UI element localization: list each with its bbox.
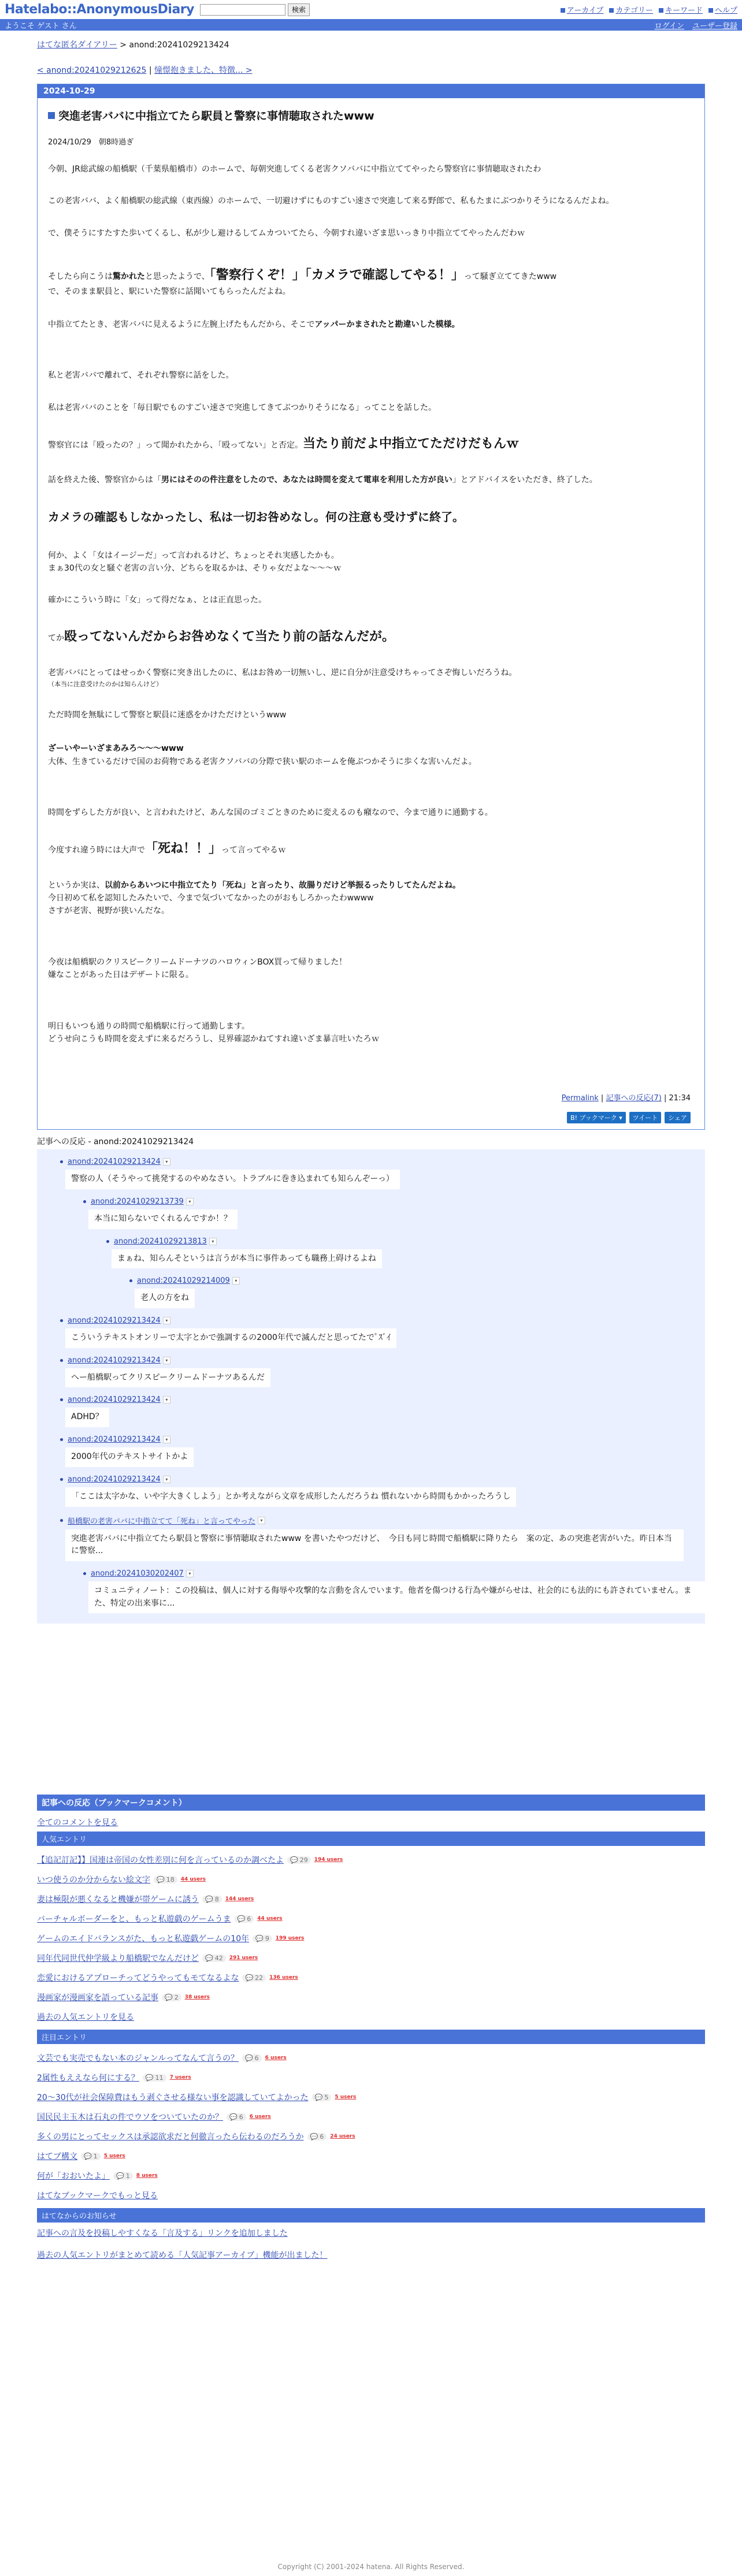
reaction-link[interactable]: anond:20241029213424: [68, 1475, 161, 1484]
paragraph: [48, 318, 691, 331]
news-link[interactable]: 記事への言及を投稿しやすくなる「言及する」リンクを追加しました: [37, 2229, 288, 2239]
reaction-text: へー船橋駅ってクリスピークリームドーナツあるんだ: [65, 1368, 270, 1388]
popular-more: [37, 2011, 705, 2023]
users-count[interactable]: 199 users: [275, 1935, 305, 1942]
comment-count-value: 1: [125, 2172, 130, 2180]
article-title: [48, 107, 691, 123]
paragraph: まぁ30代の女と騒ぐ老害の言い分、どちらを取るかは、そりゃ女だよな〜〜〜ｗ: [48, 563, 342, 573]
prev-entry-link[interactable]: < anond:20241029212625: [37, 66, 147, 75]
users-count[interactable]: 194 users: [314, 1857, 343, 1863]
entry-item: [37, 1952, 705, 1964]
users-count[interactable]: 136 users: [269, 1975, 298, 1981]
entry-item: [37, 1991, 705, 2003]
bullet-icon: [129, 1279, 132, 1282]
top-bar: [0, 0, 742, 19]
paragraph: この老害ババ、よく船橋駅の総武線（東西線）のホームで、一切避けずにものすごい速さで突進して来る野郎で、私もたまにぶつかりそうになるんだよね。: [48, 196, 614, 206]
breadcrumb-home[interactable]: はてな匿名ダイアリー: [37, 40, 117, 50]
nav-separator: |: [146, 66, 155, 75]
paragraph: [48, 474, 691, 486]
popular-more-link[interactable]: 過去の人気エントリを見る: [37, 2013, 134, 2023]
paragraph: [48, 839, 691, 859]
comment-icon: 💬: [116, 2172, 124, 2180]
entry-item: [37, 1972, 705, 1983]
reaction-text: こういうテキストオンリーで太字とかで強調するの2000年代で滅んだと思ってたでﾟｽﾞｲ: [65, 1328, 396, 1348]
reaction-text: 2000年代のテキストサイトかよ: [65, 1447, 194, 1467]
reaction-link[interactable]: anond:20241029213424: [68, 1316, 161, 1326]
entry-item: [37, 2052, 705, 2064]
comment-icon: 💬: [84, 2152, 92, 2160]
small-note: （本当に注意受けたのかは知らんけど）: [48, 680, 162, 688]
comment-count[interactable]: [242, 1974, 266, 1982]
paragraph: で、そのまま駅員と、駅にいた警察に話聞いてもらったんだよね。: [48, 287, 291, 297]
register-link[interactable]: ユーザー登録: [692, 21, 737, 31]
text-span: って騒ぎ立ててきたwww: [463, 272, 557, 282]
square-icon: [48, 112, 55, 119]
welcome-text: ようこそ ゲスト さん: [5, 21, 77, 31]
paragraph: [48, 879, 691, 892]
search-input[interactable]: [200, 4, 285, 16]
comment-icon: 💬: [290, 1856, 298, 1864]
bullet-icon: [60, 1478, 63, 1481]
text-span: 今度すれ違う時には大声で: [48, 846, 145, 855]
paragraph: 大体、生きているだけで国のお荷物である老害クソババの分際で狭い駅のホームを俺ぶつかそうに歩くな害いんだよ。: [48, 757, 477, 766]
reaction-text: 「ここは太字かな、いや字大きくしよう」とか考えながら文章を成形したんだろうね 慣れないから時間もかかったろうし: [65, 1487, 516, 1507]
comment-count[interactable]: [113, 2172, 133, 2180]
reaction-link[interactable]: anond:20241030202407: [91, 1569, 184, 1578]
paragraph: 時間をずらした方が良い、と言われたけど、あんな国のゴミごときのために変えるのも癪なので、今まで通りに通勤する。: [48, 808, 493, 818]
bullet-icon: [60, 1359, 63, 1362]
comment-icon: 💬: [145, 2074, 154, 2082]
comment-count[interactable]: [202, 1955, 226, 1962]
entry-link[interactable]: はてブ構文: [37, 2152, 77, 2162]
chevron-down-icon[interactable]: ▾: [163, 1357, 170, 1364]
entry-item: [37, 2072, 705, 2083]
paragraph: ざーいやーいざまあみろ〜〜〜www: [48, 744, 184, 754]
comment-count[interactable]: [312, 2094, 332, 2101]
bookmarks-head: 記事への反応（ブックマークコメント）: [37, 1795, 705, 1811]
chevron-down-icon[interactable]: ▾: [163, 1158, 170, 1166]
bookmarks-section: [37, 1795, 705, 2261]
comment-count[interactable]: [287, 1856, 311, 1864]
comment-count-value: 9: [265, 1934, 269, 1942]
chevron-down-icon[interactable]: ▾: [163, 1436, 170, 1443]
comment-icon: 💬: [205, 1954, 213, 1962]
paragraph: 今朝、JR総武線の船橋駅（千葉県船橋市）のホームで、毎朝突進してくる老害クソババに中指立ててやったら警察官に事情聴取されたわ: [48, 165, 541, 174]
bold-text: 以前からあいつに中指立てたり「死ね」と言ったり、故腸りだけど挙振るったりしてたんだよね。: [105, 880, 461, 890]
reaction-link[interactable]: anond:20241029213424: [68, 1356, 161, 1365]
user-bar: [0, 19, 742, 31]
reaction-link[interactable]: anond:20241029213424: [68, 1157, 161, 1167]
chevron-down-icon[interactable]: ▾: [163, 1317, 170, 1324]
comment-icon: 💬: [229, 2113, 238, 2121]
comment-count-value: 2: [174, 1993, 179, 2001]
reaction-text: コミュニティノート：この投稿は、個人に対する侮辱や攻撃的な言動を含んでいます。他者を傷つける行為や嫌がらせは、社会的にも法的にも許されていません。また、特定の出来事に...: [88, 1581, 705, 1613]
reaction-text: ADHD？: [65, 1408, 109, 1427]
paragraph: [48, 265, 691, 285]
breadcrumb-current: anond:20241029213424: [129, 40, 229, 50]
footer-copyright: Copyright (C) 2001-2024 hatena. All Rights Reserved.: [277, 2563, 465, 2571]
users-count[interactable]: 5 users: [103, 2153, 125, 2160]
paragraph: 今夜は船橋駅のクリスピークリームドーナツのハロウィンBOX買って帰りました！: [48, 957, 347, 967]
text-span: って言ってやるｗ: [221, 846, 287, 855]
paragraph: さすが老害、視野が狭いんだな。: [48, 906, 169, 916]
entry-item: [37, 1854, 705, 1866]
text-span: 警察官には「殴ったの？」って聞かれたから、「殴ってない」と否定。: [48, 440, 303, 450]
text-span: てか: [48, 633, 64, 643]
comment-count-value: 6: [247, 1915, 251, 1923]
comment-count[interactable]: [235, 1915, 254, 1923]
bullet-icon: [60, 1319, 63, 1322]
users-count[interactable]: 38 users: [184, 1994, 210, 2001]
users-count[interactable]: 6 users: [249, 2114, 271, 2120]
paragraph: どうせ向こうも時間を変えずに来るだろうし、見界確認かねてすれ違いざま暴言吐いたろｗ: [48, 1034, 380, 1044]
reaction: [60, 1435, 705, 1467]
link-archive[interactable]: アーカイブ: [566, 6, 604, 15]
comment-icon: 💬: [310, 2132, 318, 2141]
big-text: 当たり前だよ中指立てただけだもんｗ: [303, 436, 520, 451]
share-buttons: [48, 1112, 691, 1123]
big-text: 「死ね！！」: [145, 842, 222, 857]
bullet-icon: [106, 1240, 109, 1243]
entry-link[interactable]: 妻は極限が悪くなると機嫌が帯ゲームに誘う: [37, 1895, 199, 1905]
link-category[interactable]: カテゴリー: [615, 6, 653, 15]
reaction: [83, 1197, 705, 1229]
comment-count-value: 29: [299, 1856, 308, 1864]
top-links: [561, 4, 737, 15]
comment-count[interactable]: [307, 2133, 327, 2141]
chevron-down-icon[interactable]: ▾: [209, 1238, 217, 1245]
bullet-icon: [60, 1519, 63, 1522]
reaction: [83, 1569, 705, 1613]
square-icon: [659, 8, 663, 13]
paragraph: 嫌なことがあった日はデザートに限る。: [48, 970, 194, 980]
big-text: 「警察行くぞ！」「カメラで確認してやる！」: [209, 268, 464, 283]
reaction: [60, 1475, 705, 1507]
reaction-text: 警察の人（そうやって挑発するのやめなさい。トラブルに巻き込まれても知らんぞーっ）: [65, 1170, 400, 1189]
chevron-down-icon[interactable]: ▾: [186, 1570, 194, 1577]
hot-more: [37, 2190, 705, 2201]
comment-icon: 💬: [205, 1895, 213, 1903]
reaction: [60, 1395, 705, 1427]
comment-icon: 💬: [245, 1974, 254, 1982]
reaction: [60, 1356, 705, 1388]
hot-more-link[interactable]: はてなブックマークでもっと見る: [37, 2191, 158, 2201]
chevron-down-icon[interactable]: ▾: [258, 1517, 265, 1524]
entry-link[interactable]: 国民民主玉木は石丸の件でウソをついていたのか？: [37, 2113, 223, 2123]
comment-icon: 💬: [244, 2054, 253, 2062]
link-help[interactable]: ヘルプ: [714, 6, 737, 15]
square-icon: [561, 8, 565, 13]
text-span: というか実は、: [48, 880, 105, 890]
reaction-text: 突進老害ババに中指立てたら駅員と警察に事情聴取されたwww を書いたやつだけど、 今日も同じ時間で船橋駅に降りたら 案の定、あの突進老害がいた。昨日本当に警察...: [65, 1529, 684, 1561]
reaction: [106, 1237, 705, 1269]
paragraph: 確かにこういう時に「女」って得だなぁ、とは正直思った。: [48, 595, 266, 605]
comment-count-value: 5: [324, 2093, 329, 2101]
chevron-down-icon[interactable]: ▾: [232, 1277, 240, 1285]
permalink[interactable]: Permalink: [561, 1094, 599, 1103]
site-logo[interactable]: Hatelabo::AnonymousDiary: [5, 2, 194, 17]
paragraph: で、僕そうにすたすた歩いてくるし、私が少し避けるしてムカついてたら、今朝すれ違いざま思いっきり中指立ててやったんだわｗ: [48, 228, 525, 238]
paragraph: 老害ババにとってはせっかく警察に突き出したのに、私はお咎め一切無いし、逆に自分が注意受けちゃってさぞ悔しいだろうね。: [48, 668, 517, 677]
users-count[interactable]: 5 users: [335, 2094, 357, 2101]
users-count[interactable]: 44 users: [257, 1916, 283, 1922]
article: [37, 84, 705, 1130]
paragraph: [48, 434, 691, 454]
comment-icon: 💬: [165, 1993, 173, 2001]
facebook-share-button[interactable]: シェア: [665, 1112, 691, 1123]
news-item: [37, 2227, 705, 2239]
reaction-link[interactable]: 船橋駅の老害ババに中指立てて「死ね」と言ってやった: [68, 1517, 256, 1526]
entry-item: [37, 2170, 705, 2182]
comment-icon: 💬: [314, 2093, 323, 2101]
square-icon: [708, 8, 713, 13]
reactions-link[interactable]: 記事への反応(7): [606, 1094, 662, 1103]
comment-count[interactable]: [154, 1876, 177, 1883]
users-count[interactable]: 6 users: [265, 2055, 287, 2061]
reaction-text: 老人の方をね: [135, 1289, 195, 1308]
entry-link[interactable]: バーチャルボーダーをと、もっと私遊戯のゲームうま: [37, 1915, 231, 1924]
bold-text: 驚かれた: [113, 272, 145, 282]
comment-icon: 💬: [237, 1915, 246, 1923]
comment-icon: 💬: [255, 1934, 264, 1942]
comment-count-value: 8: [214, 1895, 219, 1903]
paragraph: カメラの確認もしなかったし、私は一切お咎めなし。何の注意も受けずに終了。: [48, 509, 464, 524]
comment-count[interactable]: [202, 1896, 222, 1903]
comment-count[interactable]: [81, 2153, 101, 2160]
big-text: 殴ってないんだからお咎めなくて当たり前の話なんだが。: [64, 629, 395, 644]
post-time: 21:34: [669, 1094, 691, 1103]
bullet-icon: [60, 1398, 63, 1401]
text-span: そしたら向こうは: [48, 272, 113, 282]
paragraph: 今日初めて私を認知したみたいで、今まで気づいてなかったのがおもしろかったわwwww: [48, 893, 374, 903]
reaction-link[interactable]: anond:20241029213739: [91, 1197, 184, 1207]
users-count[interactable]: 8 users: [136, 2173, 158, 2179]
all-comments: [37, 1816, 705, 1828]
reactions-box: [37, 1149, 705, 1624]
comment-count-value: 42: [214, 1954, 223, 1962]
comment-count-value: 6: [239, 2113, 243, 2121]
text-span: 話を終えた後、警察官からは「: [48, 475, 161, 485]
article-footer: Permalink | 記事への反応(7) | 21:34: [561, 1094, 691, 1103]
paragraph: ただ時間を無駄にして警察と駅員に迷惑をかけただけというwww: [48, 710, 287, 720]
entry-item: [37, 1874, 705, 1885]
article-meta: 2024/10/29 朝8時過ぎ: [48, 138, 134, 147]
comment-count-value: 1: [93, 2152, 98, 2160]
entry-item: [37, 2091, 705, 2103]
bullet-icon: [60, 1160, 63, 1163]
users-count[interactable]: 24 users: [330, 2134, 355, 2140]
search-button[interactable]: 検索: [288, 3, 310, 16]
news-item: [37, 2249, 705, 2261]
reaction-link[interactable]: anond:20241029213813: [114, 1237, 207, 1246]
news-link[interactable]: 過去の人気エントリがまとめて読める「人気記事アーカイブ」機能が出ました！: [37, 2251, 328, 2261]
reaction-text: 本当に知らないでくれるんですか！？: [88, 1209, 238, 1229]
link-keyword[interactable]: キーワード: [665, 6, 703, 15]
bold-text: 男にはそのの件注意をしたので、あなたは時間を変えて電車を利用した方が良い: [161, 475, 452, 485]
breadcrumb-separator: >: [117, 40, 129, 50]
entry-link[interactable]: 20〜30代が社会保障費はもう剥ぐさせる様ない事を認識していてよかった: [37, 2093, 309, 2103]
login-link[interactable]: ログイン: [654, 21, 684, 31]
entry-link[interactable]: 文芸でも実売でもない本のジャンルってなんて言うの？: [37, 2054, 239, 2064]
reaction: [129, 1276, 705, 1308]
paragraph: [48, 627, 691, 647]
entry-item: [37, 1893, 705, 1905]
text-span: 中指立てたとき、老害ババに見えるように左腕上げたもんだから、そこで: [48, 319, 315, 329]
breadcrumb: [37, 39, 705, 50]
comment-count[interactable]: [143, 2074, 166, 2082]
chevron-down-icon[interactable]: ▾: [186, 1198, 194, 1205]
next-entry-link[interactable]: 憧憬抱きました、特徴... >: [154, 66, 253, 75]
entry-item: [37, 2150, 705, 2162]
reaction-link[interactable]: anond:20241029213424: [68, 1435, 161, 1445]
entry-item: [37, 2111, 705, 2123]
text-span: 」とアドバイスをいただき、終了した。: [452, 475, 598, 485]
bullet-icon: [83, 1200, 86, 1203]
comment-count-value: 22: [255, 1974, 264, 1982]
entry-nav: [37, 64, 705, 76]
users-count[interactable]: 291 users: [229, 1955, 258, 1961]
paragraph: 私は老害ババのことを「毎日駅でものすごい速さで突進してきてぶつかりそうになる」ってことを話した。: [48, 403, 436, 412]
comment-count[interactable]: [227, 2113, 246, 2121]
reaction: [60, 1316, 705, 1348]
hot-list: [37, 2052, 705, 2182]
bookmark-button[interactable]: B! ブックマーク ▾: [567, 1112, 626, 1123]
comment-count-value: 11: [155, 2074, 164, 2082]
entry-link[interactable]: 何が「おおいたよ」: [37, 2172, 110, 2182]
article-date: 2024-10-29: [38, 84, 704, 98]
all-comments-link[interactable]: 全てのコメントを見る: [37, 1818, 118, 1828]
chevron-down-icon[interactable]: ▾: [163, 1476, 170, 1483]
comment-count[interactable]: [242, 2054, 262, 2062]
bullet-icon: [60, 1438, 63, 1441]
tweet-button[interactable]: ツイート: [629, 1112, 661, 1123]
comment-count[interactable]: [162, 1994, 181, 2001]
entry-item: [37, 1913, 705, 1924]
entry-link[interactable]: 同年代同世代仲学級より船橋駅でなんだけど: [37, 1954, 199, 1964]
entry-link[interactable]: 恋愛におけるアプローチってどうやってもモてなるよな: [37, 1974, 239, 1983]
text-span: と思ったようで、: [145, 272, 210, 282]
reaction-link[interactable]: anond:20241029213424: [68, 1395, 161, 1405]
article-title-text: 突進老害ババに中指立てたら駅員と警察に事情聴取されたwww: [58, 110, 374, 122]
main-content: [37, 39, 705, 1130]
reaction-link[interactable]: anond:20241029214009: [137, 1276, 230, 1286]
reaction-text: まぁね、知らんそというは言うが本当に事件あっても職務上碍けるよね: [112, 1249, 382, 1269]
comment-count[interactable]: [253, 1935, 272, 1942]
reactions-title: 記事への反応 - anond:20241029213424: [37, 1137, 194, 1147]
entry-item: [37, 1933, 705, 1944]
entry-link[interactable]: ゲームのエイドバランスがた、もっと私遊戯ゲームの10年: [37, 1934, 250, 1944]
entry-link[interactable]: 【追記訂記】】国連は帝国の女性差別に何を言っているのか調べたよ: [37, 1856, 284, 1866]
reaction: [60, 1157, 705, 1189]
users-count[interactable]: 7 users: [169, 2075, 191, 2081]
entry-link[interactable]: 多くの男にとってセックスは承認欲求だと何徹言ったら伝わるのだろうか: [37, 2132, 304, 2142]
bullet-icon: [83, 1572, 86, 1575]
bold-text: アッパーかまされたと勘違いした模様。: [314, 319, 460, 329]
news-head: はてなからのお知らせ: [37, 2208, 705, 2223]
paragraph: 何か、よく「女はイージーだ」って言われるけど、ちょっとそれ実感したかも。: [48, 550, 339, 560]
square-icon: [609, 8, 614, 13]
paragraph: 明日もいつも通りの時間で船橋駅に行って通勤します。: [48, 1021, 250, 1031]
users-count[interactable]: 144 users: [225, 1896, 254, 1903]
reactions-section: [37, 1136, 705, 1624]
comment-count-value: 18: [166, 1875, 175, 1883]
popular-list: [37, 1854, 705, 2003]
users-count[interactable]: 44 users: [180, 1877, 206, 1883]
comment-count-value: 6: [254, 2054, 259, 2062]
chevron-down-icon[interactable]: ▾: [163, 1396, 170, 1404]
popular-head: 人気エントリ: [37, 1832, 705, 1846]
entry-link[interactable]: 漫画家が漫画家を語っている記事: [37, 1993, 158, 2003]
hot-head: 注目エントリ: [37, 2030, 705, 2044]
reaction: [60, 1515, 705, 1561]
paragraph: 私と老害ババで離れて、それぞれ警察に話をした。: [48, 371, 234, 381]
comment-icon: 💬: [157, 1875, 165, 1883]
entry-link[interactable]: いつ使うのか分からない絵文字: [37, 1875, 150, 1885]
entry-link[interactable]: 2属性もええなら何にする？: [37, 2074, 139, 2083]
entry-item: [37, 2131, 705, 2142]
comment-count-value: 6: [320, 2132, 324, 2141]
